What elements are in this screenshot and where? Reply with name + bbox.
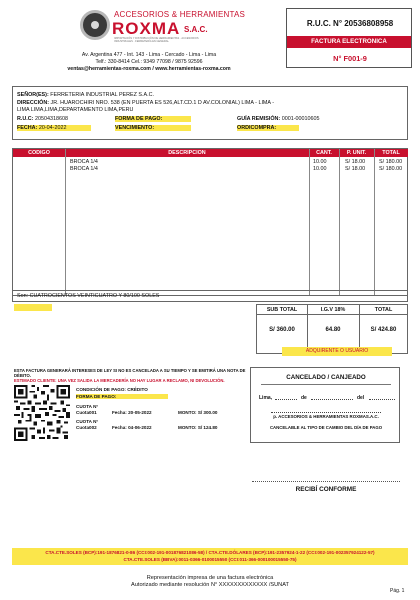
amount-in-words: Son: CUATROCIENTOS VEINTICUATRO Y 80/100 SOLES [12,290,408,302]
direccion-label: DIRECCIÓN: [17,100,50,106]
recibi-conforme: RECIBÍ CONFORME [295,486,357,493]
direccion-value: JR. HUAROCHIRI NRO. 538 (EN PUERTA ES 526,ALT.CD.1 D AV.COLONIAL) LIMA - LIMA - [50,100,275,106]
items-table [12,148,408,296]
orden-compra-field [237,125,299,131]
fecha-field [17,125,91,131]
cuota-label: CUOTA N° [76,404,99,409]
header-punit: P. UNIT. [339,149,374,157]
cancelado-lima: Lima, [259,395,273,401]
bank-account-line-1: CTA.CTE.SOLES (BCP):191-1876821-0-86 (CCI:002-191-001876821086-58) / CTA.CTE.DÓLARES (BCP):191-2357924-1-22 (CCI:002-191-002357924122-57) [45,550,375,555]
fecha-label: FECHA: [17,125,38,131]
cancelado-de: de [301,395,307,401]
header-codigo: CODIGO [13,149,65,157]
cuota-label: CUOTA N° [76,419,99,424]
client-address-row [17,100,274,106]
direccion-value-2: LIMA LIMA,LIMA,DEPARTAMENTO LIMA,PERU [17,107,134,113]
senores-value: FERRETERIA INDUSTRIAL PEREZ S.A.C. [50,92,154,98]
cancelado-del: del [357,395,365,401]
column-divider [309,149,310,295]
igv-value: 64.80 [325,327,341,333]
company-email-web: ventas@herramientas-roxma.com / www.herramientas-roxma.com [67,66,231,73]
cuota-id: Cuota001 [76,410,97,415]
vencimiento-label: VENCIMIENTO: [115,125,155,131]
orden-compra-label: ORDICOMPRA: [237,125,277,131]
cancelado-signer: p. ACCESORIOS & HERRAMIENTAS ROXMAS.A.C. [273,414,379,419]
cell-total: S/ 180.00 [379,166,403,172]
company-address: Av. Argentina 477 - Int. 143 - Lima - Cercado - Lima - Lima [81,52,217,58]
company-info [40,52,258,73]
warning-note: ESTIMADO CLIENTE: UNA VEZ SALIDA LA MERCADERÍA NO HAY LUGAR A RECLAMO, NI DEVOLUCIÓN. [14,378,225,383]
vencimiento-field [115,125,191,131]
interest-note: ESTA FACTURA GENERARÁ INTERESES DE LEY SI NO ES CANCELADA A SU TIEMPO Y SE EMITIRÁ UNA NOTA DE DÉBITO. [14,368,246,379]
ruc-box [286,8,412,68]
cancelado-title: CANCELADO / CANJEADO [286,374,366,381]
column-divider [339,149,340,295]
guia-value: 0001-00010605 [281,116,320,122]
senores-label: SEÑOR(ES): [17,92,49,98]
client-ruc-row [17,116,68,122]
header-cant: CANT. [309,149,339,157]
footer-resolution: Autorizado mediante resolución N° XXXXXXXXXXXXX /SUNAT [131,582,289,588]
cell-cant: 10.00 [313,159,327,165]
payment-form: FORMA DE PAGO: [76,394,168,399]
highlight-bar [14,304,52,311]
client-ruc-label: R.U.C: [17,116,34,122]
subtotal-value: S/ 360.00 [269,327,295,333]
fecha-value: 20-04-2022 [38,125,67,131]
bank-account-line-2: CTA.CTE.SOLES (BBVA):0011-0366-0100015550 (CCI:011-366-000100015550-75) [123,557,297,562]
divider [261,384,391,385]
cuota-fecha: Fecha: 20-05-2022 [112,410,152,415]
adquirente-label: ADQUIRENTE O USUARIO [282,347,392,356]
company-logo [80,8,246,48]
subtotal-label: SUB TOTAL [257,305,307,315]
page-number: Pág. 1 [390,588,405,594]
bank-accounts [12,548,408,565]
client-address-row-2 [17,107,133,113]
payment-condition: CONDICIÓN DE PAGO: CRÉDITO [76,387,148,392]
header-descripcion: DESCRIPCION [65,149,309,157]
cuota-monto: MONTO: S/ 124.80 [178,425,218,430]
dotted-line [311,399,353,400]
qr-code-icon [14,385,70,441]
cuota-fecha: Fecha: 04-06-2022 [112,425,152,430]
cell-descripcion: BROCA 1/4 [70,166,98,172]
total-label: TOTAL [359,305,408,315]
document-type: FACTURA ELECTRONICA [287,36,411,48]
gear-icon [80,10,110,40]
logo-tagline: IMPORTACIÓN Y DISTRIBUCIÓN DE HERRAMIENTAS · ACCESORIOS INDUSTRIALES · FERRETERÍA EN GENERAL [114,37,199,44]
cell-total: S/ 180.00 [379,159,403,165]
logo-sac: S.A.C. [184,25,208,34]
cell-descripcion: BROCA 1/4 [70,159,98,165]
logo-name: ROXMA [112,19,181,38]
total-value: S/ 424.80 [370,327,397,333]
column-divider [65,149,66,295]
cuota-id: Cuota002 [76,425,97,430]
client-box [12,86,408,140]
cancelado-box [250,367,400,443]
dotted-line [275,399,297,400]
cell-cant: 10.00 [313,166,327,172]
client-ruc-value: 20504318608 [34,116,68,122]
company-phones: Telf.: 330-8414 Cel.: 9349 77098 / 9875 92596 [95,59,203,66]
column-divider [374,149,375,295]
guia-row [237,116,320,122]
logo-top-text: ACCESORIOS & HERRAMIENTAS [114,10,246,19]
footer-representation: Representación impresa de una factura electrónica [146,575,274,581]
dotted-line [369,399,395,400]
signature-line [271,412,381,413]
cell-punit: S/ 18.00 [345,159,366,165]
signature-line [252,481,400,482]
igv-label: I.G.V 18% [307,305,359,315]
cell-punit: S/ 18.00 [345,166,366,172]
document-serial: N° F001-9 [333,54,367,63]
forma-pago-label: FORMA DE PAGO: [115,116,163,122]
cancelado-counter: CANCELABLE AL TIPO DE CAMBIO DEL DÍA DE PAGO [269,425,383,430]
forma-pago-field [115,116,191,122]
client-name-row [17,92,154,98]
ruc-number: R.U.C. N° 20536808958 [306,19,394,28]
header-total: TOTAL [374,149,408,157]
guia-label: GUÍA REMISIÓN: [237,116,281,122]
cuota-monto: MONTO: S/ 300.00 [178,410,218,415]
